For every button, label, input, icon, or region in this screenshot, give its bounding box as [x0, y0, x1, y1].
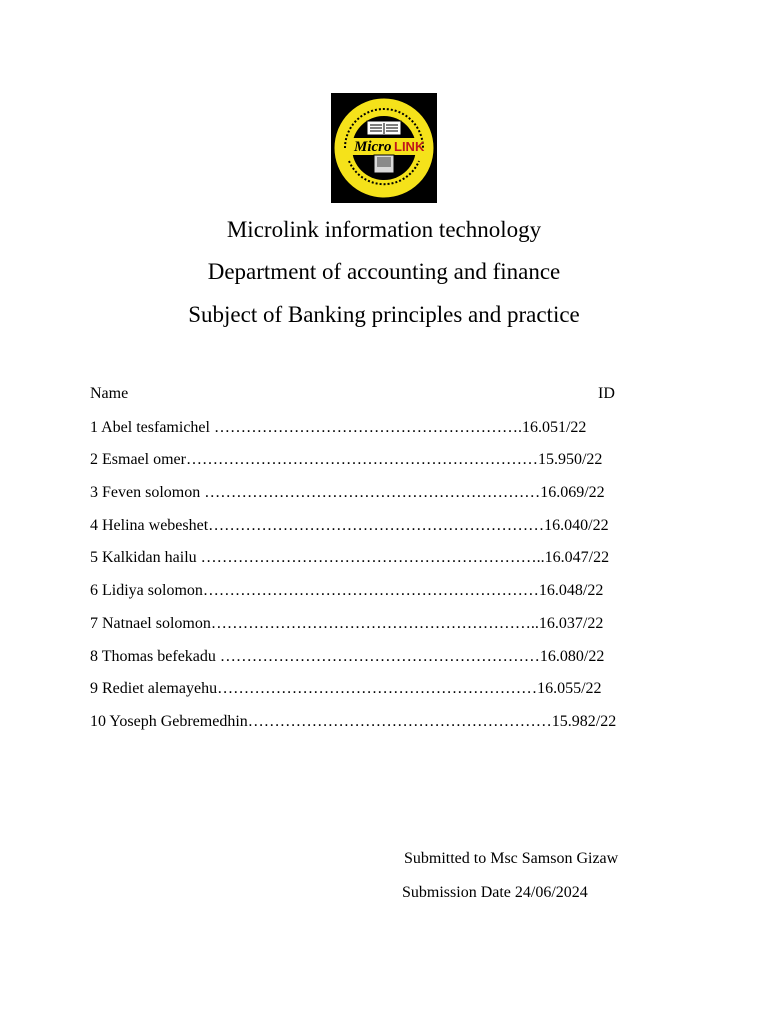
id-column-header: ID: [598, 385, 615, 402]
title-department: Department of accounting and finance: [207, 259, 561, 284]
svg-text:Micro: Micro: [354, 139, 392, 155]
member-row: 3 Feven solomon ………………………………………………………16.069/22: [90, 484, 605, 501]
member-row: 2 Esmael omer…………………………………………………………15.950/22: [90, 451, 603, 468]
member-row: 8 Thomas befekadu ……………………………………………………16.080/22: [90, 648, 605, 665]
college-logo: [331, 93, 437, 203]
member-row: 4 Helina webeshet………………………………………………………16.040/22: [90, 517, 609, 534]
title-institution: Microlink information technology: [226, 217, 542, 242]
submitted-to: Submitted to Msc Samson Gizaw: [404, 850, 619, 867]
member-row: 9 Rediet alemayehu……………………………………………………16.055/22: [90, 680, 602, 697]
member-row: 1 Abel tesfamichel ………………………………………………….16.051/22: [90, 419, 587, 436]
member-row: 5 Kalkidan hailu ………………………………………………………..16.047/22: [90, 549, 610, 566]
title-subject: Subject of Banking principles and practice: [188, 302, 580, 327]
svg-text:LINK: LINK: [394, 139, 425, 154]
member-row: 7 Natnael solomon……………………………………………………..16.037/22: [90, 615, 604, 632]
submission-date: Submission Date 24/06/2024: [402, 884, 588, 901]
name-column-header: Name: [90, 385, 129, 402]
member-row: 10 Yoseph Gebremedhin…………………………………………………15.982/22: [90, 713, 617, 730]
member-row: 6 Lidiya solomon………………………………………………………16.048/22: [90, 582, 604, 599]
